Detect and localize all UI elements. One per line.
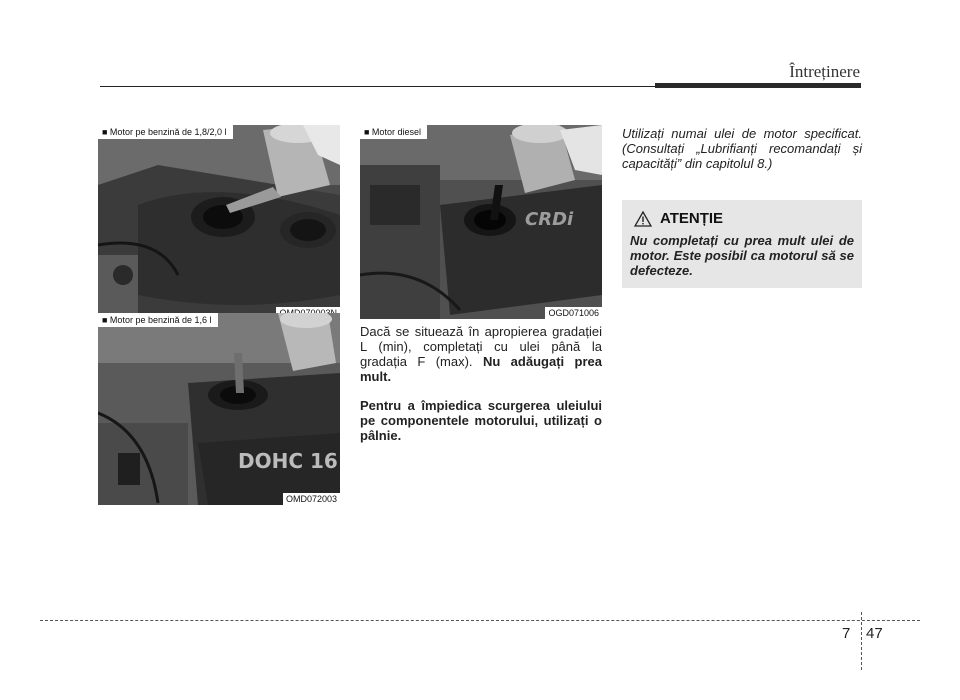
- overfill-warning-text: Nu adăugați prea mult.: [360, 354, 602, 384]
- engine-photo-gasoline-16: [98, 313, 340, 505]
- engine-oil-fill-illustration: [98, 313, 340, 505]
- chapter-number: 7: [842, 625, 851, 642]
- caution-text: Nu completați cu prea mult ulei de motor. Este posibil ca motorul să se defecteze.: [630, 233, 854, 278]
- funnel-paragraph: Pentru a împiedica scurgerea uleiului pe componentele motorului, utilizați o pâlnie.: [360, 398, 602, 443]
- header-rule: [100, 86, 655, 87]
- engine-cover-label: CRDi: [525, 209, 574, 230]
- warning-triangle-icon: [634, 211, 652, 227]
- photo-code: OMD072003: [283, 493, 340, 505]
- specified-oil-note: Utilizați numai ulei de motor specificat. (Consultați „Lubrifianți recomandați și capacități” din capitolul 8.): [622, 126, 862, 171]
- instruction-text: [360, 324, 602, 457]
- engine-oil-fill-illustration: [98, 125, 340, 319]
- footer-divider: [861, 612, 862, 670]
- page-header-title: Întreținere: [789, 62, 860, 81]
- caution-title: ATENȚIE: [660, 210, 724, 227]
- photo-caption: ■ Motor diesel: [360, 125, 427, 139]
- footer-rule: [40, 620, 920, 621]
- fill-level-paragraph: [360, 324, 602, 384]
- page-number: 47: [866, 625, 883, 642]
- engine-photo-diesel: [360, 125, 602, 319]
- photo-caption: ■ Motor pe benzină de 1,6 l: [98, 313, 218, 327]
- fill-level-text: Dacă se situează în apropierea gradației L (min), completați cu ulei până la gradația F (max).: [360, 324, 602, 369]
- caution-box: [622, 200, 862, 288]
- caution-header: [634, 210, 854, 227]
- engine-oil-fill-illustration: [360, 125, 602, 319]
- engine-photo-gasoline-18-20: [98, 125, 340, 319]
- photo-caption: ■ Motor pe benzină de 1,8/2,0 l: [98, 125, 233, 139]
- photo-code: OGD071006: [545, 307, 602, 319]
- header-accent-bar: [655, 83, 861, 88]
- engine-cover-label: DOHC 16: [238, 449, 338, 473]
